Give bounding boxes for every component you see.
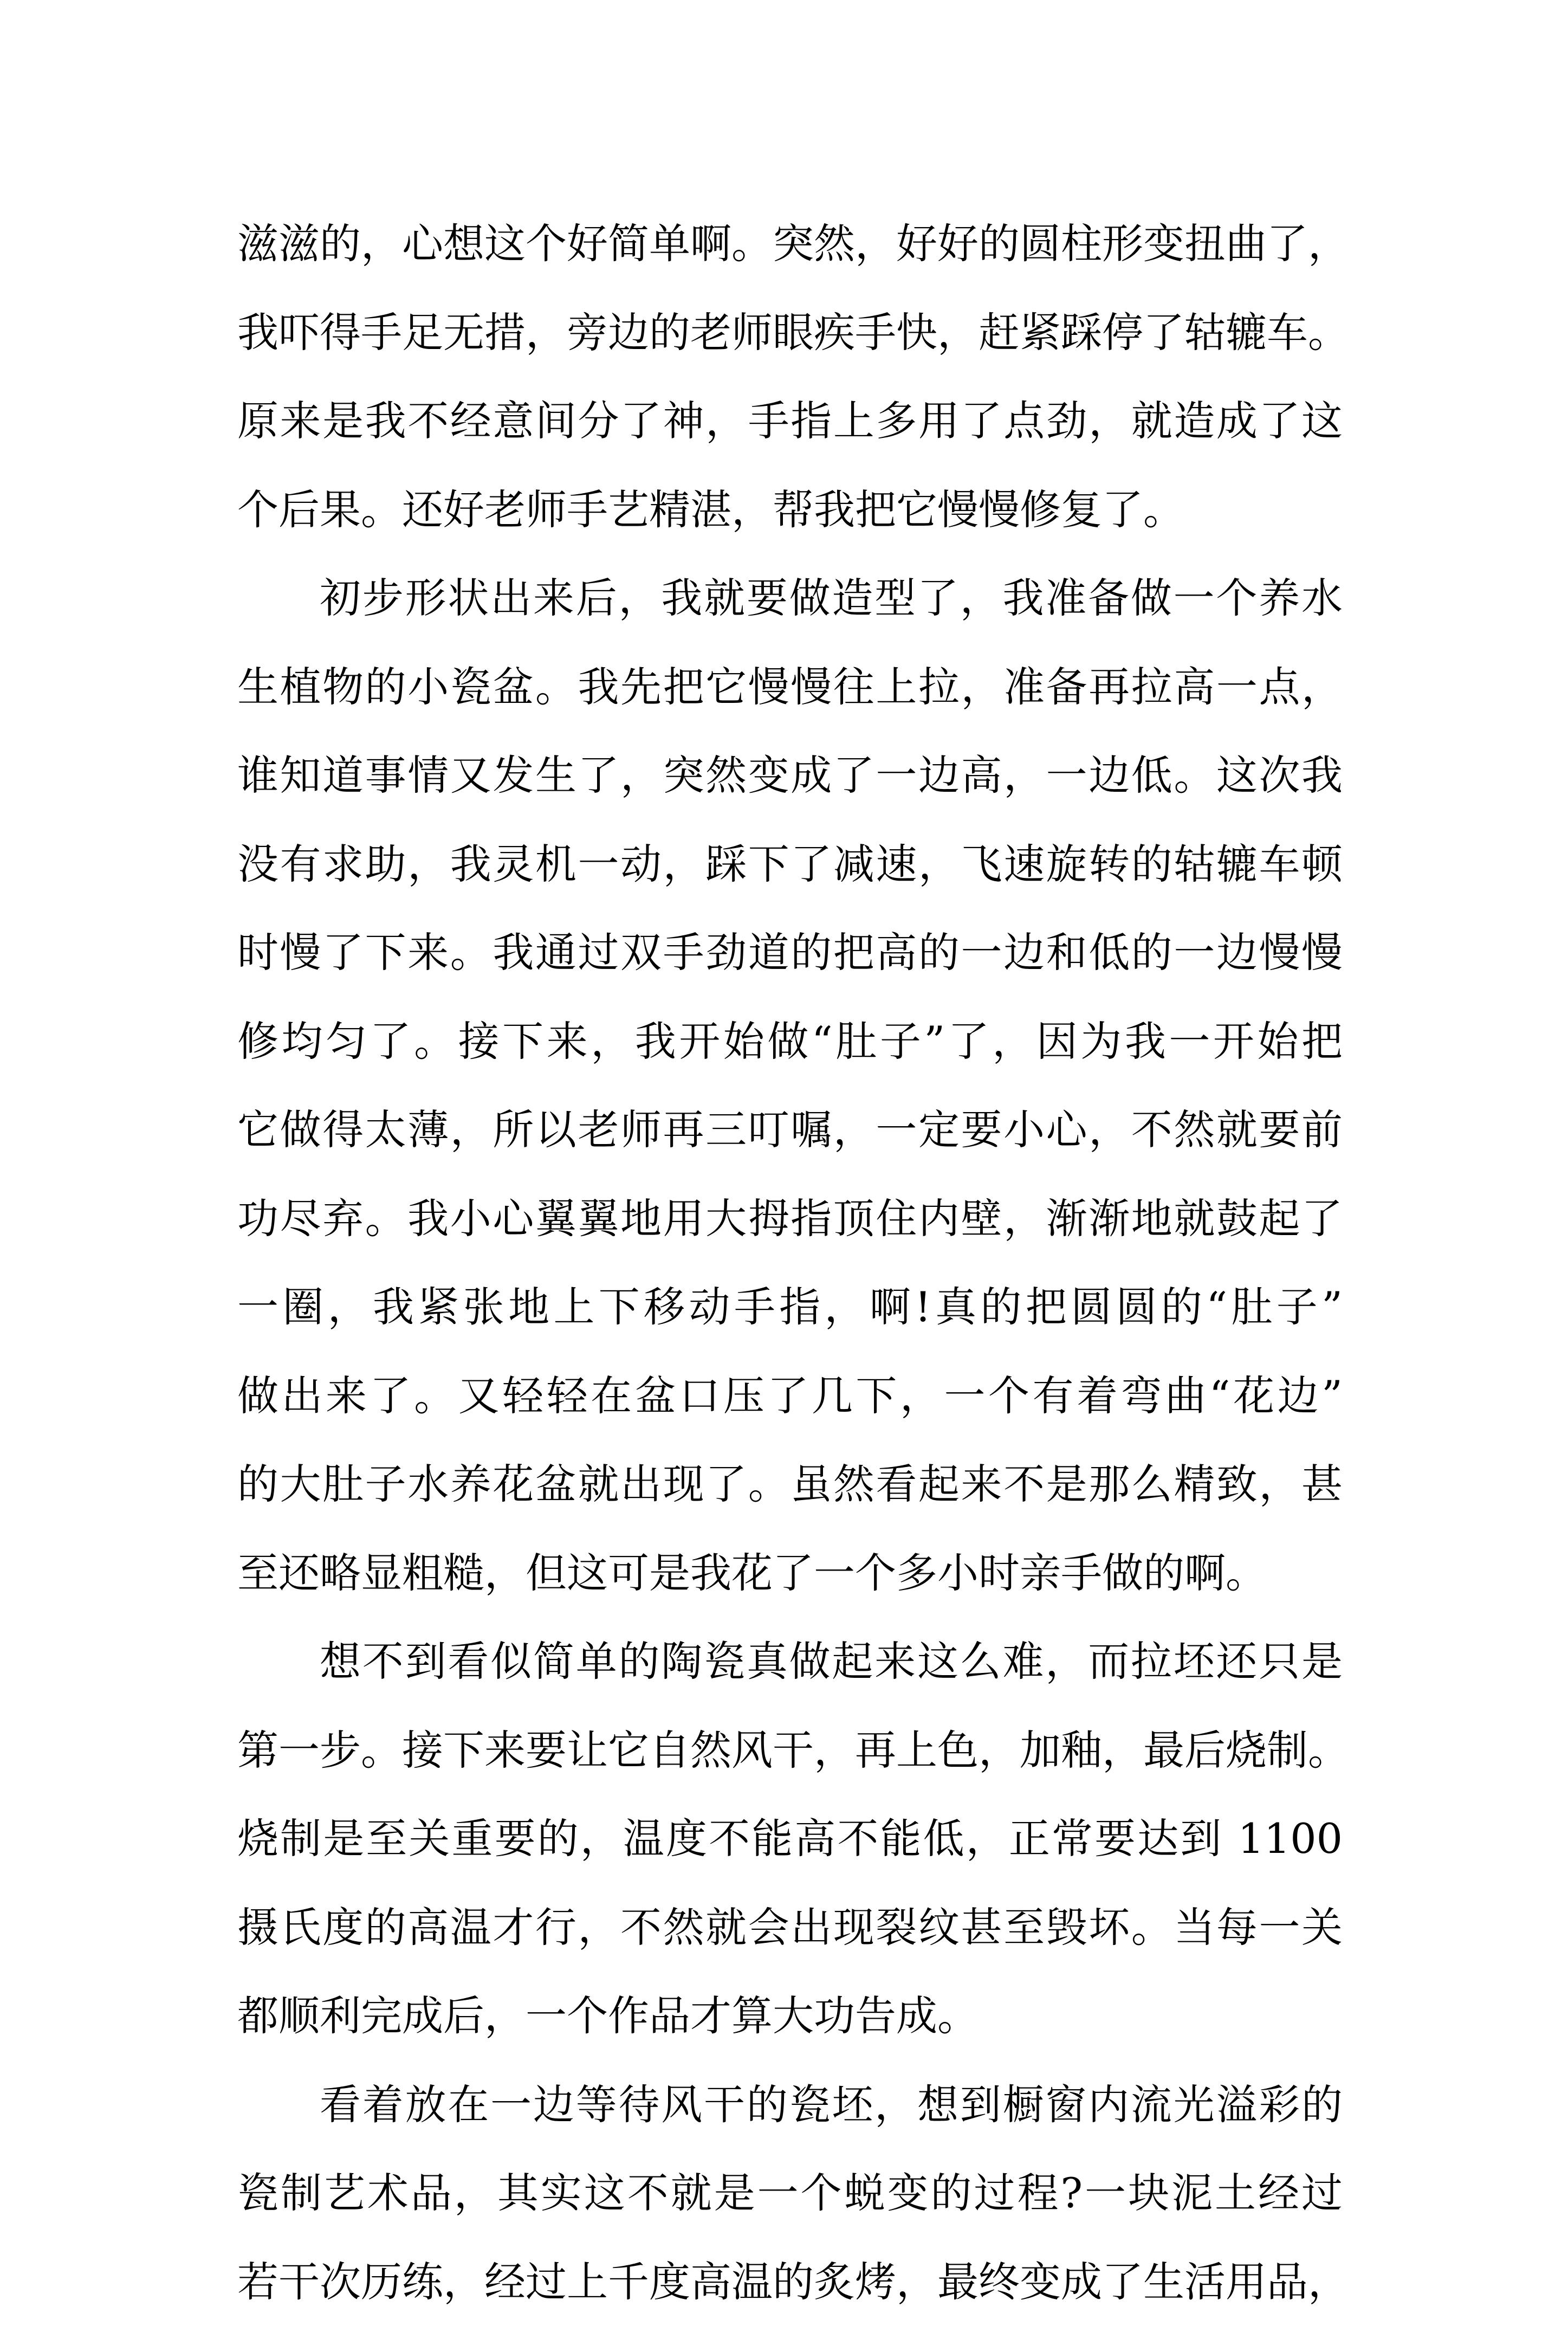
- text-line: 个后果。还好老师手艺精湛，帮我把它慢慢修复了。: [237, 466, 1343, 554]
- text-line: 时慢了下来。我通过双手劲道的把高的一边和低的一边慢慢: [237, 908, 1343, 997]
- text-line: 一圈，我紧张地上下移动手指，啊!真的把圆圆的“肚子”: [237, 1263, 1343, 1352]
- text-line: 的大肚子水养花盆就出现了。虽然看起来不是那么精致，甚: [237, 1440, 1343, 1529]
- text-line: 初步形状出来后，我就要做造型了，我准备做一个养水: [237, 554, 1343, 643]
- body-text: [237, 199, 1343, 2326]
- paragraph-4: [237, 2060, 1343, 2326]
- text-line: 功尽弃。我小心翼翼地用大拇指顶住内壁，渐渐地就鼓起了: [237, 1174, 1343, 1263]
- text-line: 谁知道事情又发生了，突然变成了一边高，一边低。这次我: [237, 731, 1343, 820]
- text-line: 修均匀了。接下来，我开始做“肚子”了，因为我一开始把: [237, 997, 1343, 1086]
- text-line: 想不到看似简单的陶瓷真做起来这么难，而拉坯还只是: [237, 1617, 1343, 1706]
- text-line: 第一步。接下来要让它自然风干，再上色，加釉，最后烧制。: [237, 1706, 1343, 1795]
- text-line: 都顺利完成后，一个作品才算大功告成。: [237, 1972, 1343, 2060]
- text-line: 生植物的小瓷盆。我先把它慢慢往上拉，准备再拉高一点，: [237, 643, 1343, 732]
- text-line: 没有求助，我灵机一动，踩下了减速，飞速旋转的轱辘车顿: [237, 820, 1343, 909]
- text-line: 它做得太薄，所以老师再三叮嘱，一定要小心，不然就要前: [237, 1086, 1343, 1174]
- text-line: 瓷制艺术品，其实这不就是一个蜕变的过程?一块泥土经过: [237, 2149, 1343, 2238]
- paragraph-1: [237, 199, 1343, 554]
- text-line: 至还略显粗糙，但这可是我花了一个多小时亲手做的啊。: [237, 1529, 1343, 1618]
- text-line: 烧制是至关重要的，温度不能高不能低，正常要达到 1100: [237, 1794, 1343, 1883]
- text-line: 我吓得手足无措，旁边的老师眼疾手快，赶紧踩停了轱辘车。: [237, 288, 1343, 377]
- text-line: 滋滋的，心想这个好简单啊。突然，好好的圆柱形变扭曲了，: [237, 199, 1343, 288]
- text-line: 做出来了。又轻轻在盆口压了几下，一个有着弯曲“花边”: [237, 1352, 1343, 1440]
- text-line: 原来是我不经意间分了神，手指上多用了点劲，就造成了这: [237, 377, 1343, 466]
- paragraph-2: [237, 554, 1343, 1617]
- text-line: 若干次历练，经过上千度高温的炙烤，最终变成了生活用品，: [237, 2238, 1343, 2326]
- text-line: 摄氏度的高温才行，不然就会出现裂纹甚至毁坏。当每一关: [237, 1883, 1343, 1972]
- text-line: 看着放在一边等待风干的瓷坯，想到橱窗内流光溢彩的: [237, 2060, 1343, 2149]
- paragraph-3: [237, 1617, 1343, 2060]
